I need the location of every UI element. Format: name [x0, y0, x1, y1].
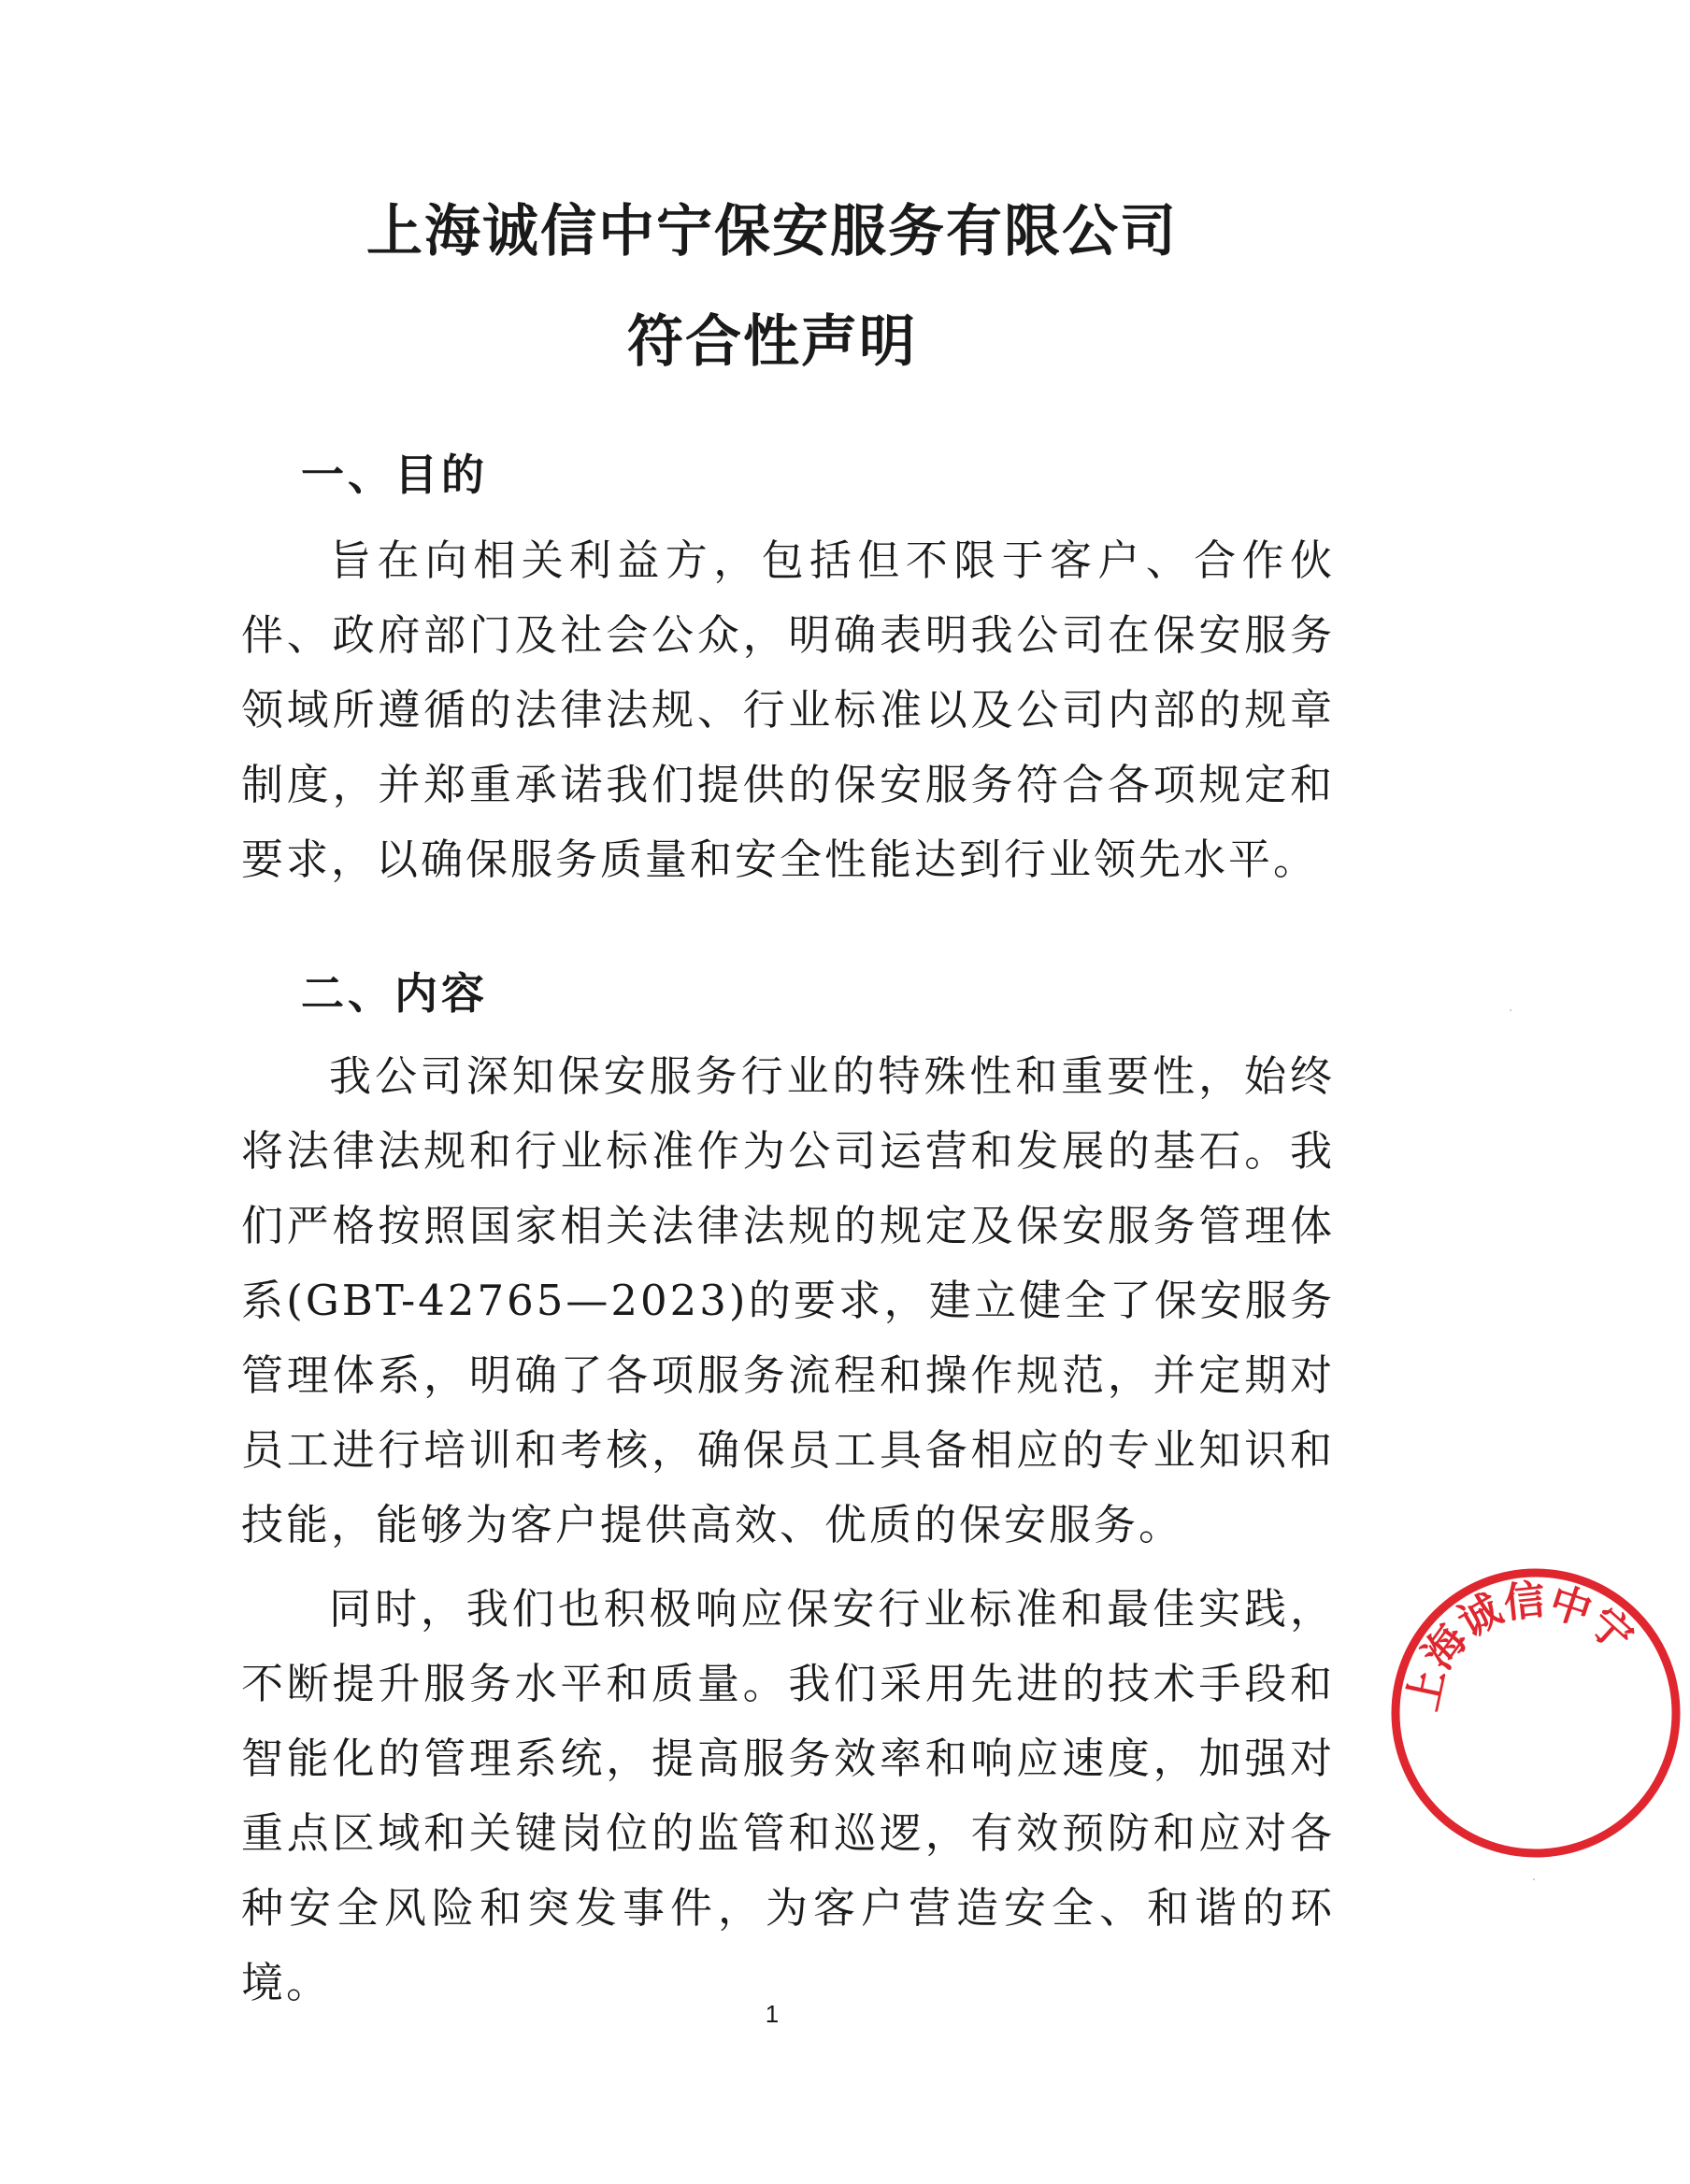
- scan-speck: [1510, 1009, 1511, 1011]
- document-title-statement: 符合性声明: [627, 309, 917, 375]
- document-title-company: 上海诚信中宁保安服务有限公司: [366, 199, 1178, 264]
- seal-text: 上海诚信中宁: [1398, 1576, 1642, 1715]
- paragraph-content-2: 同时，我们也积极响应保安行业标准和最佳实践，不断提升服务水平和质量。我们采用先进的技术手段和智能化的管理系统，提高服务效率和响应速度，加强对重点区域和关键岗位的监管和巡逻，有效预防和应对各种安全风险和突发事件，为客户营造安全、和谐的环境。: [241, 1584, 1335, 2007]
- scan-speck: [1533, 1878, 1535, 1880]
- section-heading-content: 二、内容: [301, 968, 488, 1019]
- page-number: 1: [765, 2000, 780, 2028]
- section-heading-purpose: 一、目的: [301, 450, 488, 500]
- paragraph-content-1: 我公司深知保安服务行业的特殊性和重要性，始终将法律法规和行业标准作为公司运营和发展的基石。我们严格按照国家相关法律法规的规定及保安服务管理体系(GBT-42765—2023)的要求，建立健全了保安服务管理体系，明确了各项服务流程和操作规范，并定期对员工进行培训和考核，确保员工具备相应的专业知识和技能，能够为客户提供高效、优质的保安服务。: [241, 1051, 1335, 1549]
- paragraph-purpose: 旨在向相关利益方，包括但不限于客户、合作伙伴、政府部门及社会公众，明确表明我公司在保安服务领域所遵循的法律法规、行业标准以及公司内部的规章制度，并郑重承诺我们提供的保安服务符合各项规定和要求，以确保服务质量和安全性能达到行业领先水平。: [241, 535, 1335, 884]
- company-seal-icon: [1382, 1559, 1690, 1867]
- svg-text:上海诚信中宁: [1399, 1577, 1642, 1715]
